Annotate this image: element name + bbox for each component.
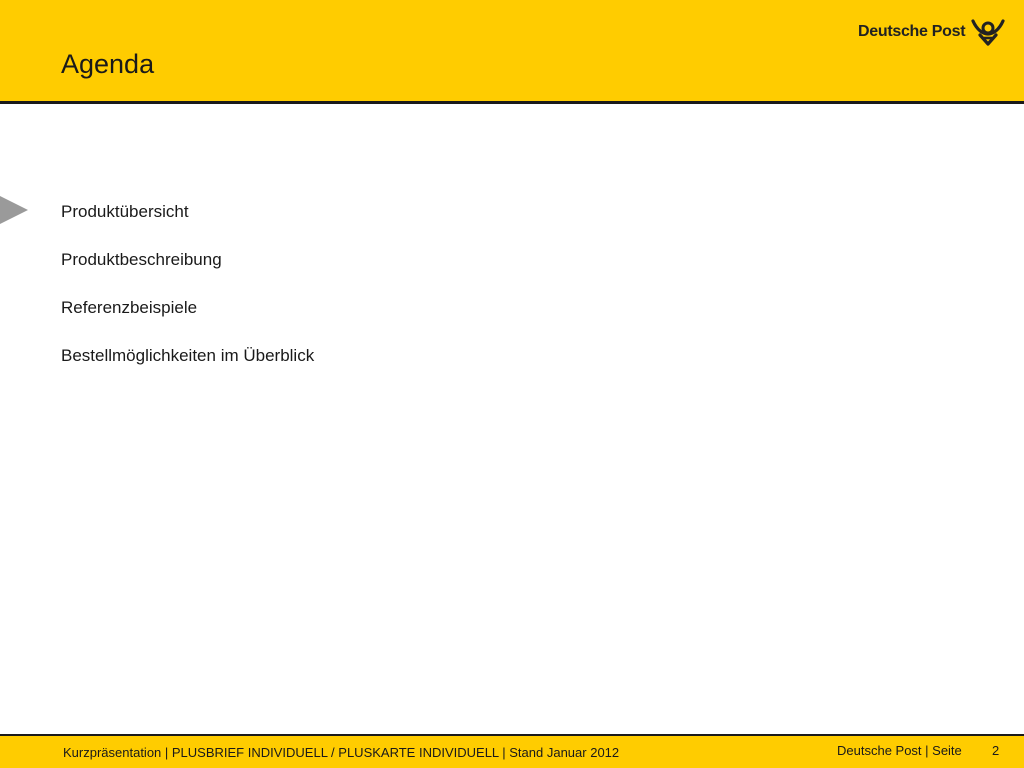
deutsche-post-logo (858, 17, 1007, 47)
header-divider (0, 101, 1024, 104)
agenda-item-bestellmoeglichkeiten: Bestellmöglichkeiten im Überblick (61, 346, 315, 365)
footer-brand-page-label: Deutsche Post | Seite (837, 743, 962, 758)
page-title: Agenda (61, 49, 155, 79)
agenda-item-produktuebersicht: Produktübersicht (61, 202, 189, 221)
agenda-list (61, 200, 314, 392)
agenda-item-referenzbeispiele: Referenzbeispiele (61, 298, 198, 317)
header-bar (0, 0, 1024, 101)
footer-bar (0, 736, 1024, 768)
agenda-item-produktbeschreibung: Produktbeschreibung (61, 250, 222, 269)
post-horn-icon (969, 18, 1007, 46)
footer-presentation-info: Kurzpräsentation | PLUSBRIEF INDIVIDUELL / PLUSKARTE INDIVIDUELL | Stand Januar 2012 (63, 745, 620, 760)
triangle-right-icon (0, 195, 28, 225)
logo-text: Deutsche Post (858, 23, 966, 40)
page-number: 2 (992, 743, 1000, 758)
